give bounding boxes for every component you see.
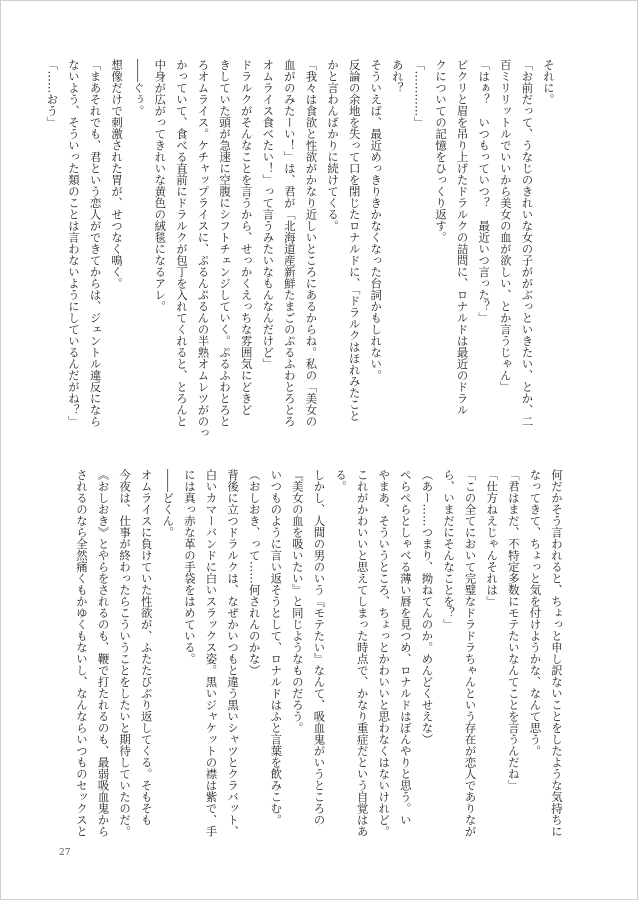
text-line: （あー……つまり、拗ねてんのか。めんどくせえな） (420, 469, 435, 745)
text-line: オムライスに負けていた性欲が、ふたたびぶり返してくる。そもそも (139, 469, 154, 826)
text-line: 反論の余地を失って口を閉じたロナルドに、「ドラルクはほれみたこと (347, 59, 362, 422)
text-line: 今夜は、仕事が終わったらこういうことをしたいと期待していたのだ。 (118, 469, 133, 837)
text-line: なってきて、ちょっと気を付けようかな、なんて思う。 (528, 469, 543, 757)
text-line: （おしおき、って……何されんのかな） (247, 469, 262, 676)
text-line: しかし、人間の男のいう『モテたい』なんて、吸血鬼がいうところの (312, 469, 327, 826)
text-line: かと言わんばかりに続けてくる。 (326, 59, 341, 232)
text-line: いつものように言い返そうとして、ロナルドはふと言葉を飲みこむ。 (269, 469, 284, 826)
text-line: ら、いまだにそんなことを？」 (442, 469, 457, 630)
text-line: 《おしおき》とやらをされるのも、鞭で打たれるのも、最弱吸血鬼から (96, 469, 111, 837)
text-line: ぺらぺらとしゃべる薄い唇を見つめ、ロナルドはぼんやりと思う。い (398, 469, 413, 826)
text-line: 「はぁ？ いつもっていつ？ 最近いつ言った？」 (477, 59, 492, 324)
text-line: 「まあそれでも、君という恋人ができてからは、ジェントル違反になら (88, 59, 103, 427)
text-line: かっていて、食べる直前にドラルクが包丁を入れてくれると、とろんと (174, 59, 189, 427)
text-line: 何だかそう言われると、ちょっと申し訳ないことをしたような気持ちに (550, 469, 564, 837)
text-line: には真っ赤な革の手袋をはめている。 (182, 469, 197, 665)
upper-text-block (41, 59, 559, 443)
text-line: 白いカマーバンドに白いスラックス姿。黒いジャケットの襟は紫で、手 (204, 469, 219, 837)
text-line: 「君はまだ、不特定多数にモテたいなんてことを言うんだね」 (506, 469, 521, 791)
text-line: オムライス食べたい！」って言うみたいなもんなんだけど」 (261, 59, 276, 370)
text-line: 「仕方ねえじゃんそれは」 (485, 469, 500, 607)
text-line: 血がのみたーい！」は、君が「北海道産新鮮たまごのぷるふわとろとろ (282, 59, 297, 427)
text-line: 「この全てにおいて完璧なドラドラちゃんという存在が恋人でありなが (463, 469, 478, 837)
text-line: ドラルクがそんなことを言うから、せっかくえっちな雰囲気にどきど (239, 59, 254, 416)
text-line: やまあ、そういうところ、ちょっとかわいいと思わなくはないけれど。 (377, 469, 392, 837)
text-line: これがかわいいと思えてしまった時点で、かなり重症だという自覚はあ (355, 469, 370, 837)
text-line: 『美女の血を吸いたい』と同じようなものだろう。 (290, 469, 305, 734)
text-line: それに。 (542, 59, 556, 105)
text-line: 「……おう」 (45, 59, 60, 128)
text-line: ――どくん。 (161, 469, 176, 538)
text-line: 「お前だって、うなじのきれいな女の子ががぶっといきたい、とか、二 (520, 59, 535, 427)
text-line: 「…………」 (412, 59, 427, 128)
text-line: ピクリと眉を吊り上げたドラルクの詰問に、ロナルドは最近のドラル (455, 59, 470, 416)
page-number: 27 (59, 848, 71, 858)
text-line: あれ？ (390, 59, 405, 94)
text-line: 中身が広がってきれいな黄色の絨毯になるアレ。 (153, 59, 168, 312)
text-line: きしていた頭が急速に空腹にシフトチェンジしていく。ぷるふわとろと (218, 59, 233, 427)
text-line: 「我々は食欲と性欲がかなり近しいところにあるからね。私の「美女の (304, 59, 319, 427)
text-line: クについての記憶をひっくり返す。 (434, 59, 449, 243)
text-line: ろオムライス。ケチャップライスに、ぷるんぷるんの半熟オムレツがのっ (196, 59, 211, 439)
text-line: 背後に立つドラルクは、なぜかいつもと違う黒いシャツとクラバット、 (226, 469, 241, 837)
text-line: 百ミリリットルでいいから美女の血が欲しい、とか言うじゃん」 (498, 59, 513, 393)
text-line: る。 (334, 469, 349, 492)
text-line: ないよう、そういった類のことは言わないようにしているんだがね？」 (66, 59, 81, 427)
text-line: されるのなら全然痛くもかゆくもないし、なんならいつものセックスと (74, 469, 89, 837)
text-line: 想像だけで刺激された胃が、せつなく鳴く。 (110, 59, 125, 289)
text-line: ――ぐぅ。 (131, 59, 146, 117)
text-line: そういえば、最近めっきりきかなくなった台詞かもしれない。 (369, 59, 384, 381)
lower-text-block (70, 469, 567, 844)
